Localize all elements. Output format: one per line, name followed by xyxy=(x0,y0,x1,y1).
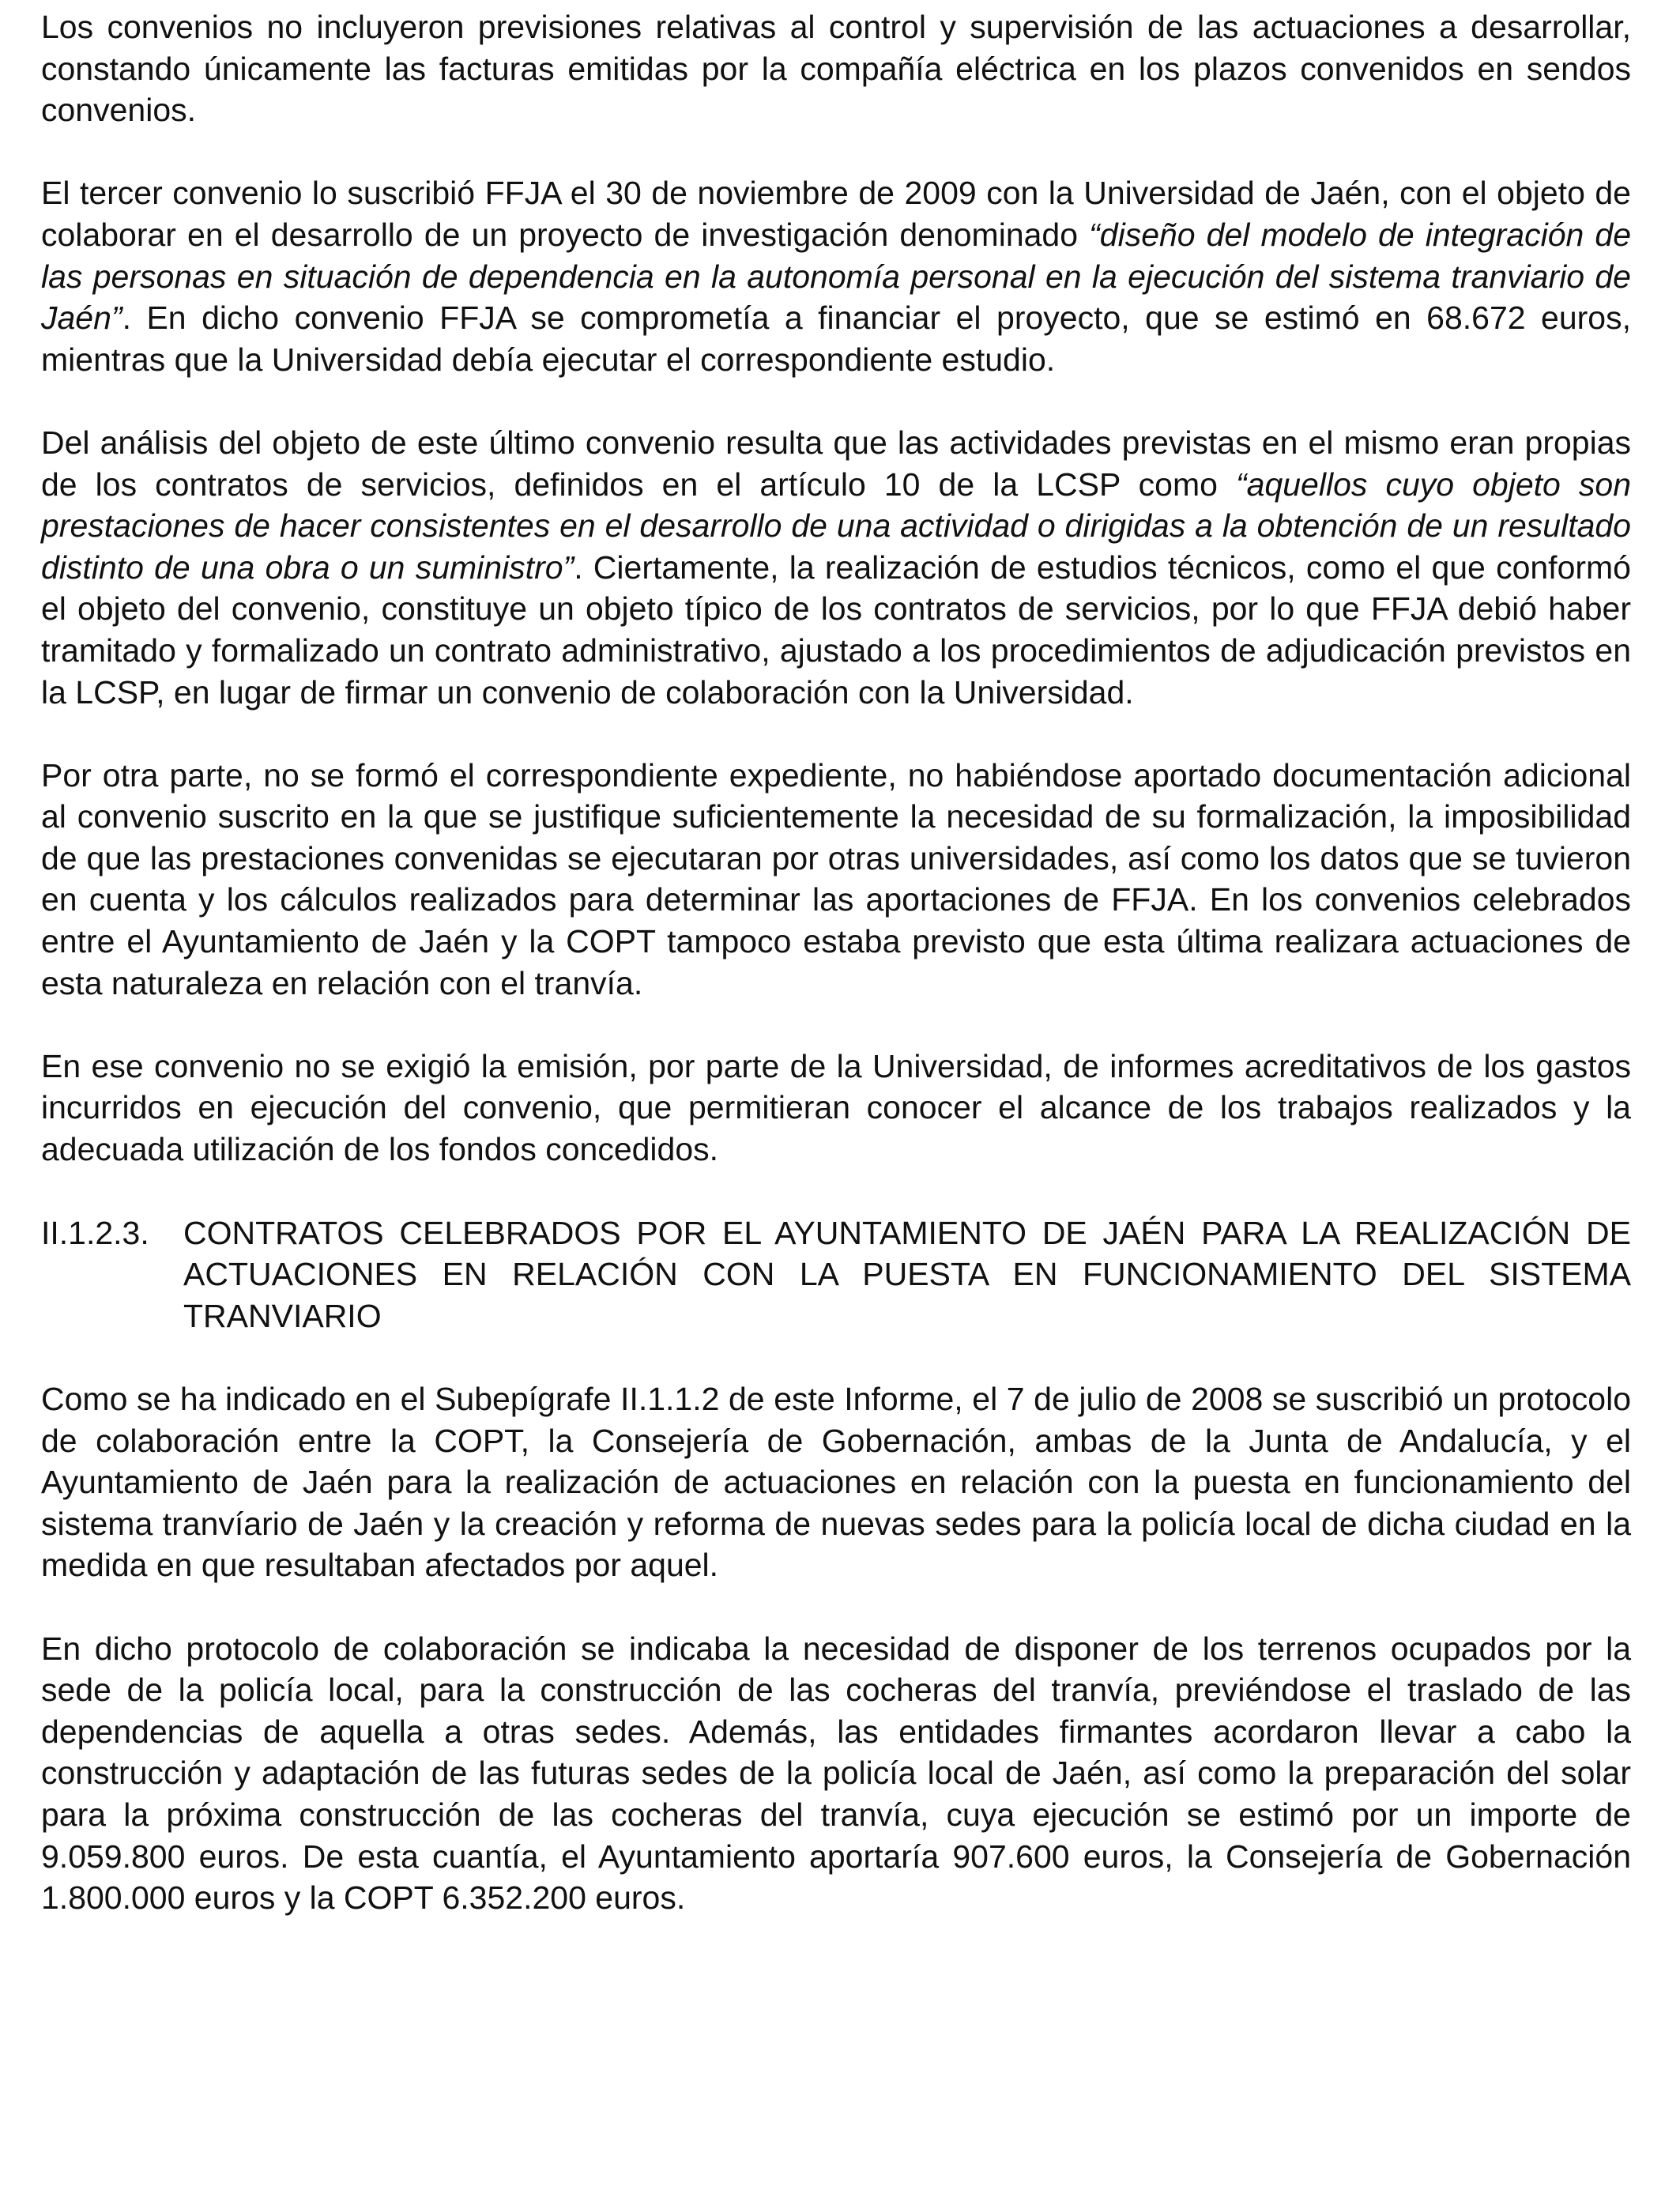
paragraph-text: . Ciertamente, la realización de estudios técnicos, como el que conformó el objeto del convenio, constituye un objeto típico de los contratos de servicios, por lo que FFJA debió haber tramitado y formalizado un contrato administrativo, ajustado a los procedimientos de adjudicación previstos en la LCSP, en lugar de firmar un convenio de colaboración con la Universidad. xyxy=(41,548,1631,711)
paragraph-analisis-objeto xyxy=(41,422,1631,713)
document-page xyxy=(41,6,1631,1960)
paragraph-text: . En dicho convenio FFJA se comprometía a financiar el proyecto, que se estimó en 68.672 euros, mientras que la Universidad debía ejecutar el correspondiente estudio. xyxy=(41,300,1631,378)
paragraph-terrenos-importe: En dicho protocolo de colaboración se indicaba la necesidad de disponer de los terrenos ocupados por la sede de la policía local, para la construcción de las cocheras del tranvía, previéndose el traslado de las dependencias de aquella a otras sedes. Además, las entidades firmantes acordaron llevar a cabo la construcción y adaptación de las futuras sedes de la policía local de Jaén, así como la preparación del solar para la próxima construcción de las cocheras del tranvía, cuya ejecución se estimó por un importe de 9.059.800 euros. De esta cuantía, el Ayuntamiento aportaría 907.600 euros, la Consejería de Gobernación 1.800.000 euros y la COPT 6.352.200 euros. xyxy=(41,1630,1631,1917)
paragraph-control-supervision: Los convenios no incluyeron previsiones relativas al control y supervisión de las actuaciones a desarrollar, constando únicamente las facturas emitidas por la compañía eléctrica en los plazos convenidos en sendos convenios. xyxy=(41,9,1631,129)
project-name-quote: “diseño del modelo de integración de las personas en situación de dependencia en la autonomía personal en la ejecución del sistema tranviario de Jaén” xyxy=(41,216,1631,337)
paragraph-protocolo: Como se ha indicado en el Subepígrafe II.1.1.2 de este Informe, el 7 de julio de 2008 se suscribió un protocolo de colaboración entre la COPT, la Consejería de Gobernación, ambas de la Junta de Andalucía, y el Ayuntamiento de Jaén para la realización de actuaciones en relación con la puesta en funcionamiento del sistema tranvíario de Jaén y la creación y reforma de nuevas sedes para la policía local de dicha ciudad en la medida en que resultaban afectados por aquel. xyxy=(41,1381,1631,1584)
section-heading xyxy=(41,1212,1631,1337)
lcsp-definition-quote: “aquellos cuyo objeto son prestaciones de hacer consistentes en el desarrollo de una actividad o dirigidas a la obtención de un resultado distinto de una obra o un suministro” xyxy=(41,466,1632,586)
paragraph-informes: En ese convenio no se exigió la emisión, por parte de la Universidad, de informes acreditativos de los gastos incurridos en ejecución del convenio, que permitieran conocer el alcance de los trabajos realizados y la adecuada utilización de los fondos concedidos. xyxy=(41,1047,1631,1168)
section-number: II.1.2.3. xyxy=(41,1214,149,1251)
paragraph-text: El tercer convenio lo suscribió FFJA el 30 de noviembre de 2009 con la Universidad de Jaén, con el objeto de colaborar en el desarrollo de un proyecto de investigación denominado xyxy=(41,175,1631,253)
paragraph-text: Del análisis del objeto de este último convenio resulta que las actividades previstas en el mismo eran propias de los contratos de servicios, definidos en el artículo 10 de la LCSP como xyxy=(41,424,1631,503)
paragraph-tercer-convenio xyxy=(41,172,1631,380)
paragraph-expediente: Por otra parte, no se formó el correspondiente expediente, no habiéndose aportado documentación adicional al convenio suscrito en la que se justifique suficientemente la necesidad de su formalización, la imposibilidad de que las prestaciones convenidas se ejecutaran por otras universidades, así como los datos que se tuvieron en cuenta y los cálculos realizados para determinar las aportaciones de FFJA. En los convenios celebrados entre el Ayuntamiento de Jaén y la COPT tampoco estaba previsto que esta última realizara actuaciones de esta naturaleza en relación con el tranvía. xyxy=(41,756,1631,1001)
section-title: CONTRATOS CELEBRADOS POR EL AYUNTAMIENTO DE JAÉN PARA LA REALIZACIÓN DE ACTUACIONES EN RELACIÓN CON LA PUESTA EN FUNCIONAMIENTO DEL SISTEMA TRANVIARIO xyxy=(183,1214,1631,1334)
